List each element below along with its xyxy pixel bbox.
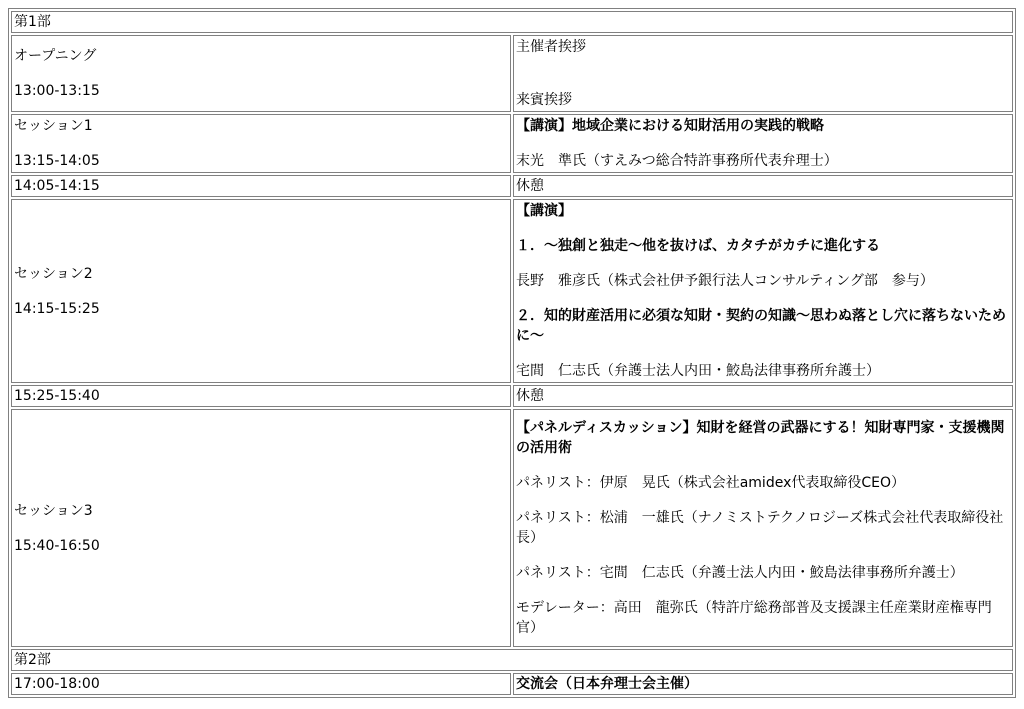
break1-content-cell [513,175,1013,197]
session2-talk2-title: ２．知的財産活用に必須な知財・契約の知識～思わぬ落とし穴に落ちないために～ [516,308,1006,344]
part2-header [11,649,1013,671]
break1-time: 14:05-14:15 [14,178,100,194]
session1-time-cell [11,114,511,173]
table-row [11,175,1013,197]
session2-name: セッション2 [14,265,93,282]
session3-name: セッション3 [14,502,93,519]
session1-name: セッション1 [14,118,93,134]
session3-panelist-3: パネリスト：宅間 仁志氏（弁護士法人内田・鮫島法律事務所弁護士） [516,565,964,581]
session2-talk1-speaker: 長野 雅彦氏（株式会社伊予銀行法人コンサルティング部 参与） [516,273,934,289]
session1-speaker: 末光 準氏（すえみつ総合特許事務所代表弁理士） [516,153,838,169]
session1-content-cell [513,114,1013,173]
session2-heading: 【講演】 [516,203,572,219]
break1-time-cell [11,175,511,197]
break1-label: 休憩 [516,178,544,194]
table-row [11,199,1013,383]
opening-time: 13:00-13:15 [14,83,100,99]
opening-item-guest-greeting: 来賓挨拶 [516,92,572,108]
networking-time: 17:00-18:00 [14,676,100,692]
part1-header [11,11,1013,33]
opening-name: オープニング [14,48,97,64]
program-schedule-table [8,8,1016,698]
table-row [11,114,1013,173]
table-row [11,35,1013,112]
break2-time-cell [11,385,511,407]
part2-label: 第2部 [14,652,51,668]
session2-talk2-speaker: 宅間 仁志氏（弁護士法人内田・鮫島法律事務所弁護士） [516,363,880,379]
opening-time-cell [11,35,511,112]
table-row [11,673,1013,695]
opening-content-cell [513,35,1013,112]
table-row [11,409,1013,647]
session3-title: 【パネルディスカッション】知財を経営の武器にする！知財専門家・支援機関の活用術 [516,420,1005,456]
networking-label: 交流会（日本弁理士会主催） [516,676,698,692]
session2-time-cell [11,199,511,383]
session3-time-cell [11,409,511,647]
session2-talk1-title: １．～独創と独走～他を抜けば、カタチがカチに進化する [516,238,880,254]
break2-time: 15:25-15:40 [14,388,100,404]
table-row [11,11,1013,33]
networking-time-cell [11,673,511,695]
session3-content-cell [513,409,1013,647]
session3-panelist-2: パネリスト：松浦 一雄氏（ナノミストテクノロジーズ株式会社代表取締役社長） [516,510,1004,546]
networking-content-cell [513,673,1013,695]
table-row [11,385,1013,407]
table-row [11,649,1013,671]
break2-label: 休憩 [516,388,544,404]
part1-label: 第1部 [14,14,51,30]
session3-time: 15:40-16:50 [14,537,100,554]
session2-content-cell [513,199,1013,383]
session3-moderator: モデレーター：高田 龍弥氏（特許庁総務部普及支援課主任産業財産権専門官） [516,600,992,636]
session1-title: 【講演】地域企業における知財活用の実践的戦略 [516,118,824,134]
break2-content-cell [513,385,1013,407]
session2-time: 14:15-15:25 [14,300,100,317]
session1-time: 13:15-14:05 [14,153,100,169]
session3-panelist-1: パネリスト：伊原 晃氏（株式会社amidex代表取締役CEO） [516,475,906,491]
opening-item-host-greeting: 主催者挨拶 [516,39,586,55]
